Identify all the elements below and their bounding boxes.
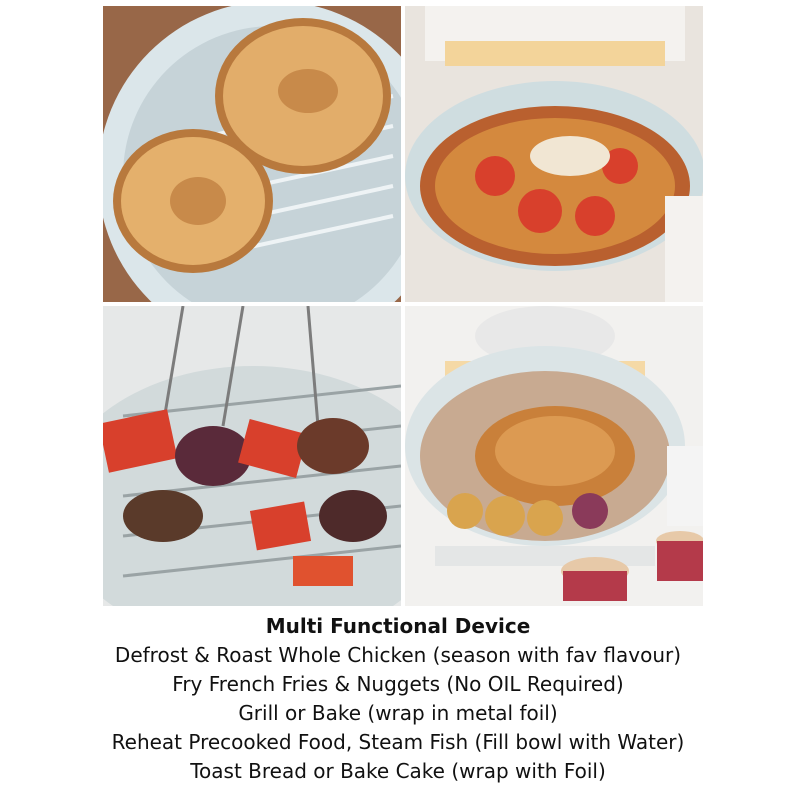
photo-grid — [103, 6, 703, 606]
pies-image — [103, 6, 401, 302]
feature-caption — [0, 612, 796, 786]
chicken-image — [405, 306, 703, 606]
photo-roast-chicken-in-oven — [405, 306, 703, 606]
caption-heading: Multi Functional Device — [265, 614, 531, 638]
caption-line: Reheat Precooked Food, Steam Fish (Fill bowl with Water) — [111, 730, 685, 754]
caption-line: Fry French Fries & Nuggets (No OIL Required) — [172, 672, 624, 696]
caption-line: Defrost & Roast Whole Chicken (season with fav flavour) — [114, 643, 682, 667]
photo-pizza-in-oven — [405, 6, 703, 302]
photo-baked-pies — [103, 6, 401, 302]
skewers-image — [103, 306, 401, 606]
caption-line: Toast Bread or Bake Cake (wrap with Foil) — [190, 759, 606, 783]
photo-grilled-skewers — [103, 306, 401, 606]
pizza-image — [405, 6, 703, 302]
caption-line: Grill or Bake (wrap in metal foil) — [238, 701, 558, 725]
